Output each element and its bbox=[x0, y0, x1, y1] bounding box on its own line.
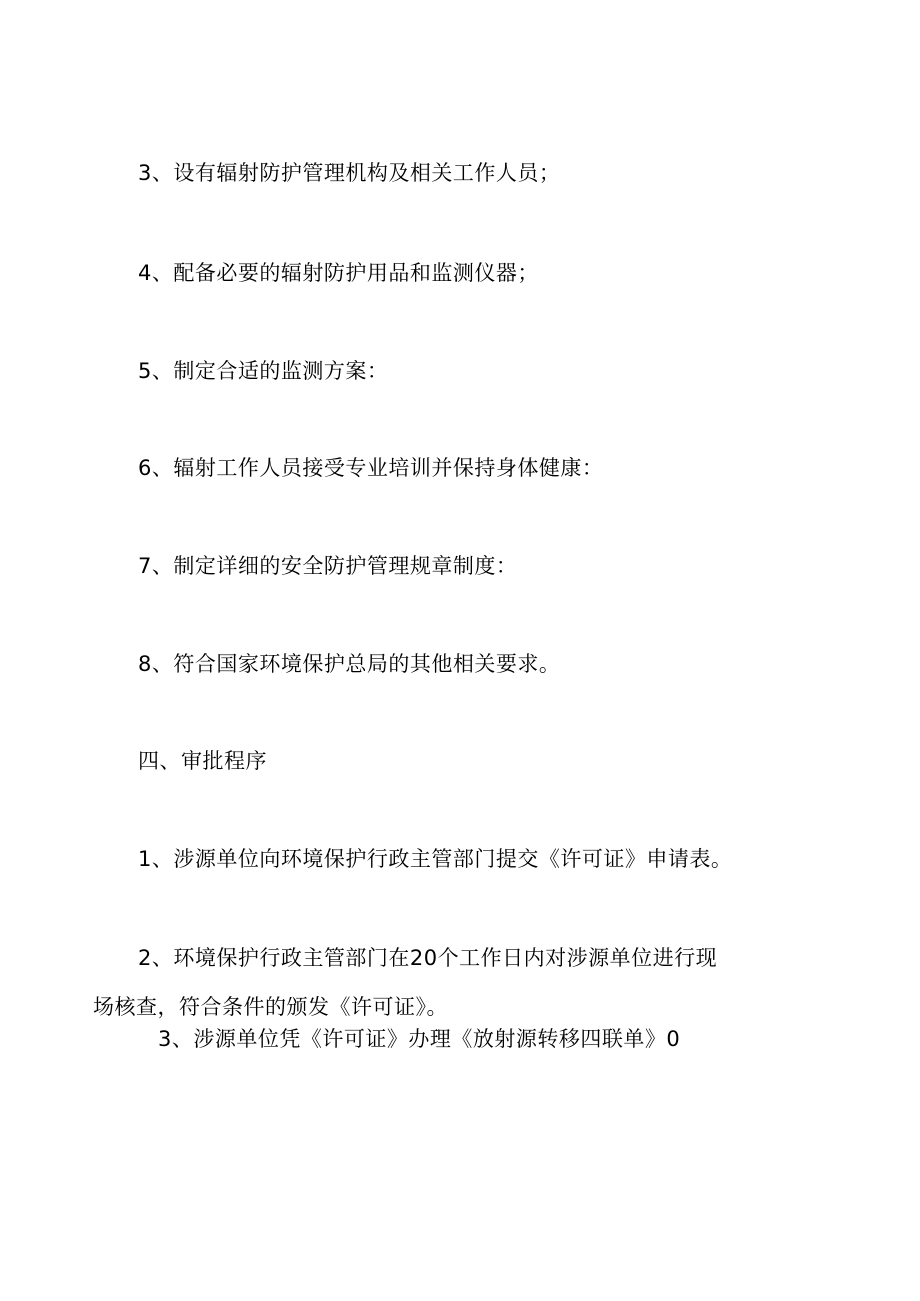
requirement-item-6: 6、辐射工作人员接受专业培训并保持身体健康： bbox=[138, 456, 604, 480]
procedure-step-3: 3、涉源单位凭《许可证》办理《放射源转移四联单》0 bbox=[158, 1027, 681, 1051]
procedure-step-2: 2、环境保护行政主管部门在20个工作日内对涉源单位进行现 bbox=[138, 946, 718, 970]
requirement-item-4: 4、配备必要的辐射防护用品和监测仪器； bbox=[138, 261, 539, 285]
procedure-step-1: 1、涉源单位向环境保护行政主管部门提交《许可证》申请表。 bbox=[138, 847, 733, 871]
section-heading: 四、审批程序 bbox=[138, 749, 267, 773]
requirement-item-7: 7、制定详细的安全防护管理规章制度： bbox=[138, 554, 518, 578]
requirement-item-8: 8、符合国家环境保护总局的其他相关要求。 bbox=[138, 652, 561, 676]
requirement-item-3: 3、设有辐射防护管理机构及相关工作人员； bbox=[138, 161, 561, 185]
requirement-item-5: 5、制定合适的监测方案： bbox=[138, 359, 389, 383]
procedure-step-2-continued: 场核查，符合条件的颁发《许可证》。 bbox=[93, 995, 448, 1019]
